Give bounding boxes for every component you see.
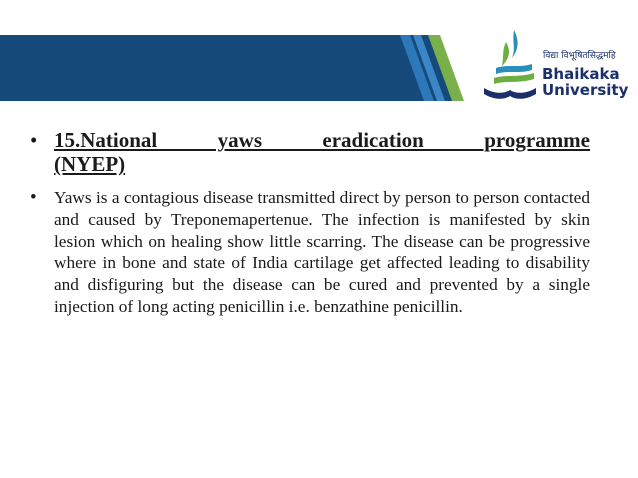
logo-name-line1: Bhaikaka	[542, 65, 620, 83]
bullet-glyph: •	[30, 187, 37, 208]
slide-body	[30, 187, 590, 318]
heading-line-1: 15.National yaws eradication programme	[54, 128, 590, 152]
body-paragraph: Yaws is a contagious disease transmitted direct by person to person contacted and caused by Treponemapertenue. The infection is manifested by skin lesion which on healing show little scarring. The disease can be progressive where in bone and state of India cartilage get affected leading to disability and disfiguring but the disease can be cured and prevented by a single injection of long acting penicillin i.e. benzathine penicillin.	[54, 188, 590, 316]
slide-content	[30, 128, 590, 318]
bullet-glyph: •	[30, 128, 38, 152]
logo-name-line2: University	[542, 81, 629, 99]
logo-motto: विद्या विभूषितसिद्धमहि	[543, 51, 616, 61]
slide-heading	[30, 128, 590, 176]
heading-line-2: (NYEP)	[54, 152, 126, 176]
book-flame-icon	[478, 28, 538, 108]
header-band-dark	[0, 35, 456, 101]
